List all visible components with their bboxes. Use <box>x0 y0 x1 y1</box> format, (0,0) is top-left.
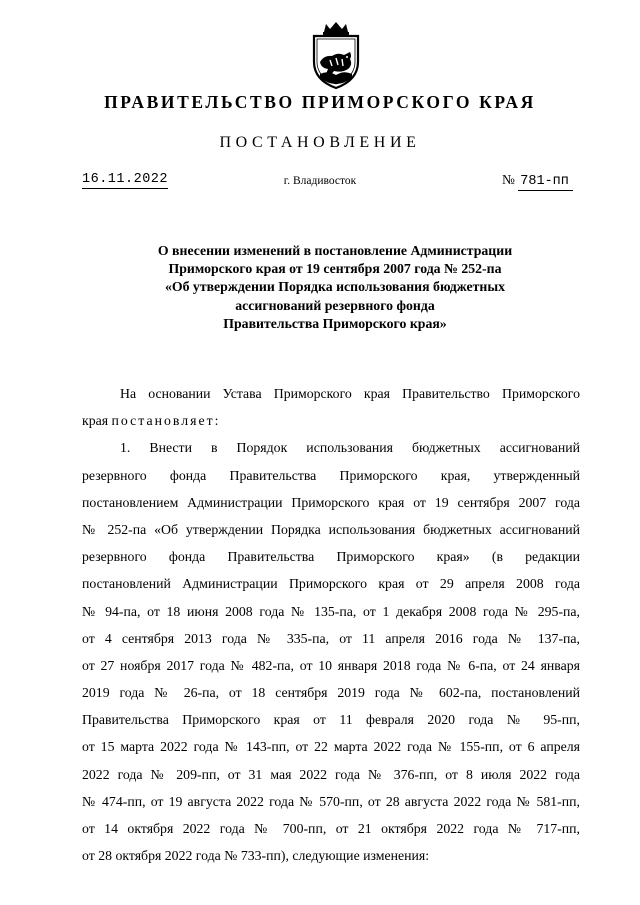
document-type: ПОСТАНОВЛЕНИЕ <box>219 134 421 151</box>
document-body <box>82 380 580 869</box>
item1-line: резервного фонда Правительства Приморского края» (в редакции <box>82 549 580 565</box>
document-city: г. Владивосток <box>283 175 357 187</box>
heading-line: Приморского края от 19 сентября 2007 года № 252-па <box>168 261 502 277</box>
item1-line: от 4 сентября 2013 года № 335-па, от 11 апреля 2016 года № 137-па, <box>82 630 580 646</box>
number-value: 781-пп <box>518 174 573 189</box>
item1-line: № 252-па «Об утверждении Порядка использования бюджетных ассигнований <box>82 521 580 537</box>
preamble-line-final <box>82 407 580 434</box>
document-date: 16.11.2022 <box>82 172 169 187</box>
item1-line: постановлением Администрации Приморского края от 19 сентября 2007 года <box>82 494 580 510</box>
heading-line: ассигнований резервного фонда <box>235 297 435 313</box>
item1-line: от 15 марта 2022 года № 143-пп, от 22 марта 2022 года № 155-пп, от 6 апреля <box>82 739 580 755</box>
item1-line: от 14 октября 2022 года № 700-пп, от 21 октября 2022 года № 717-пп, <box>82 821 580 836</box>
preamble-line: На основании Устава Приморского края Правительство Приморского <box>120 386 580 401</box>
item1-line: 1. Внести в Порядок использования бюджетных ассигнований <box>120 440 580 456</box>
item1-line: от 27 ноября 2017 года № 482-па, от 10 января 2018 года № 6-па, от 24 января <box>82 657 580 673</box>
coat-of-arms-icon <box>308 22 364 90</box>
resolves-word: постановляет: <box>111 413 221 429</box>
preamble-region: края <box>82 413 109 429</box>
document-heading <box>100 242 570 333</box>
item1-line-final: от 28 октября 2022 года № 733-пп), следующие изменения: <box>82 848 430 864</box>
heading-line: Правительства Приморского края» <box>223 315 447 331</box>
document-number <box>502 172 573 189</box>
number-sign: № <box>502 172 515 187</box>
heading-line: «Об утверждении Порядка использования бюджетных <box>164 279 506 295</box>
item1-line: Правительства Приморского края от 11 февраля 2020 года № 95-пп, <box>82 712 580 728</box>
item1-line: № 474-пп, от 19 августа 2022 года № 570-пп, от 28 августа 2022 года № 581-пп, <box>82 793 580 809</box>
item1-line: 2022 года № 209-пп, от 31 мая 2022 года № 376-пп, от 8 июля 2022 года <box>82 766 580 782</box>
item1-line: постановлений Администрации Приморского края от 29 апреля 2008 года <box>82 576 580 592</box>
item1-line: 2019 года № 26-па, от 18 сентября 2019 года № 602-па, постановлений <box>82 685 580 701</box>
government-title: ПРАВИТЕЛЬСТВО ПРИМОРСКОГО КРАЯ <box>104 92 536 112</box>
item1-line: резервного фонда Правительства Приморского края, утвержденный <box>82 467 580 483</box>
item1-line: № 94-па, от 18 июня 2008 года № 135-па, от 1 декабря 2008 года № 295-па, <box>82 603 580 619</box>
heading-line: О внесении изменений в постановление Администрации <box>157 243 513 258</box>
